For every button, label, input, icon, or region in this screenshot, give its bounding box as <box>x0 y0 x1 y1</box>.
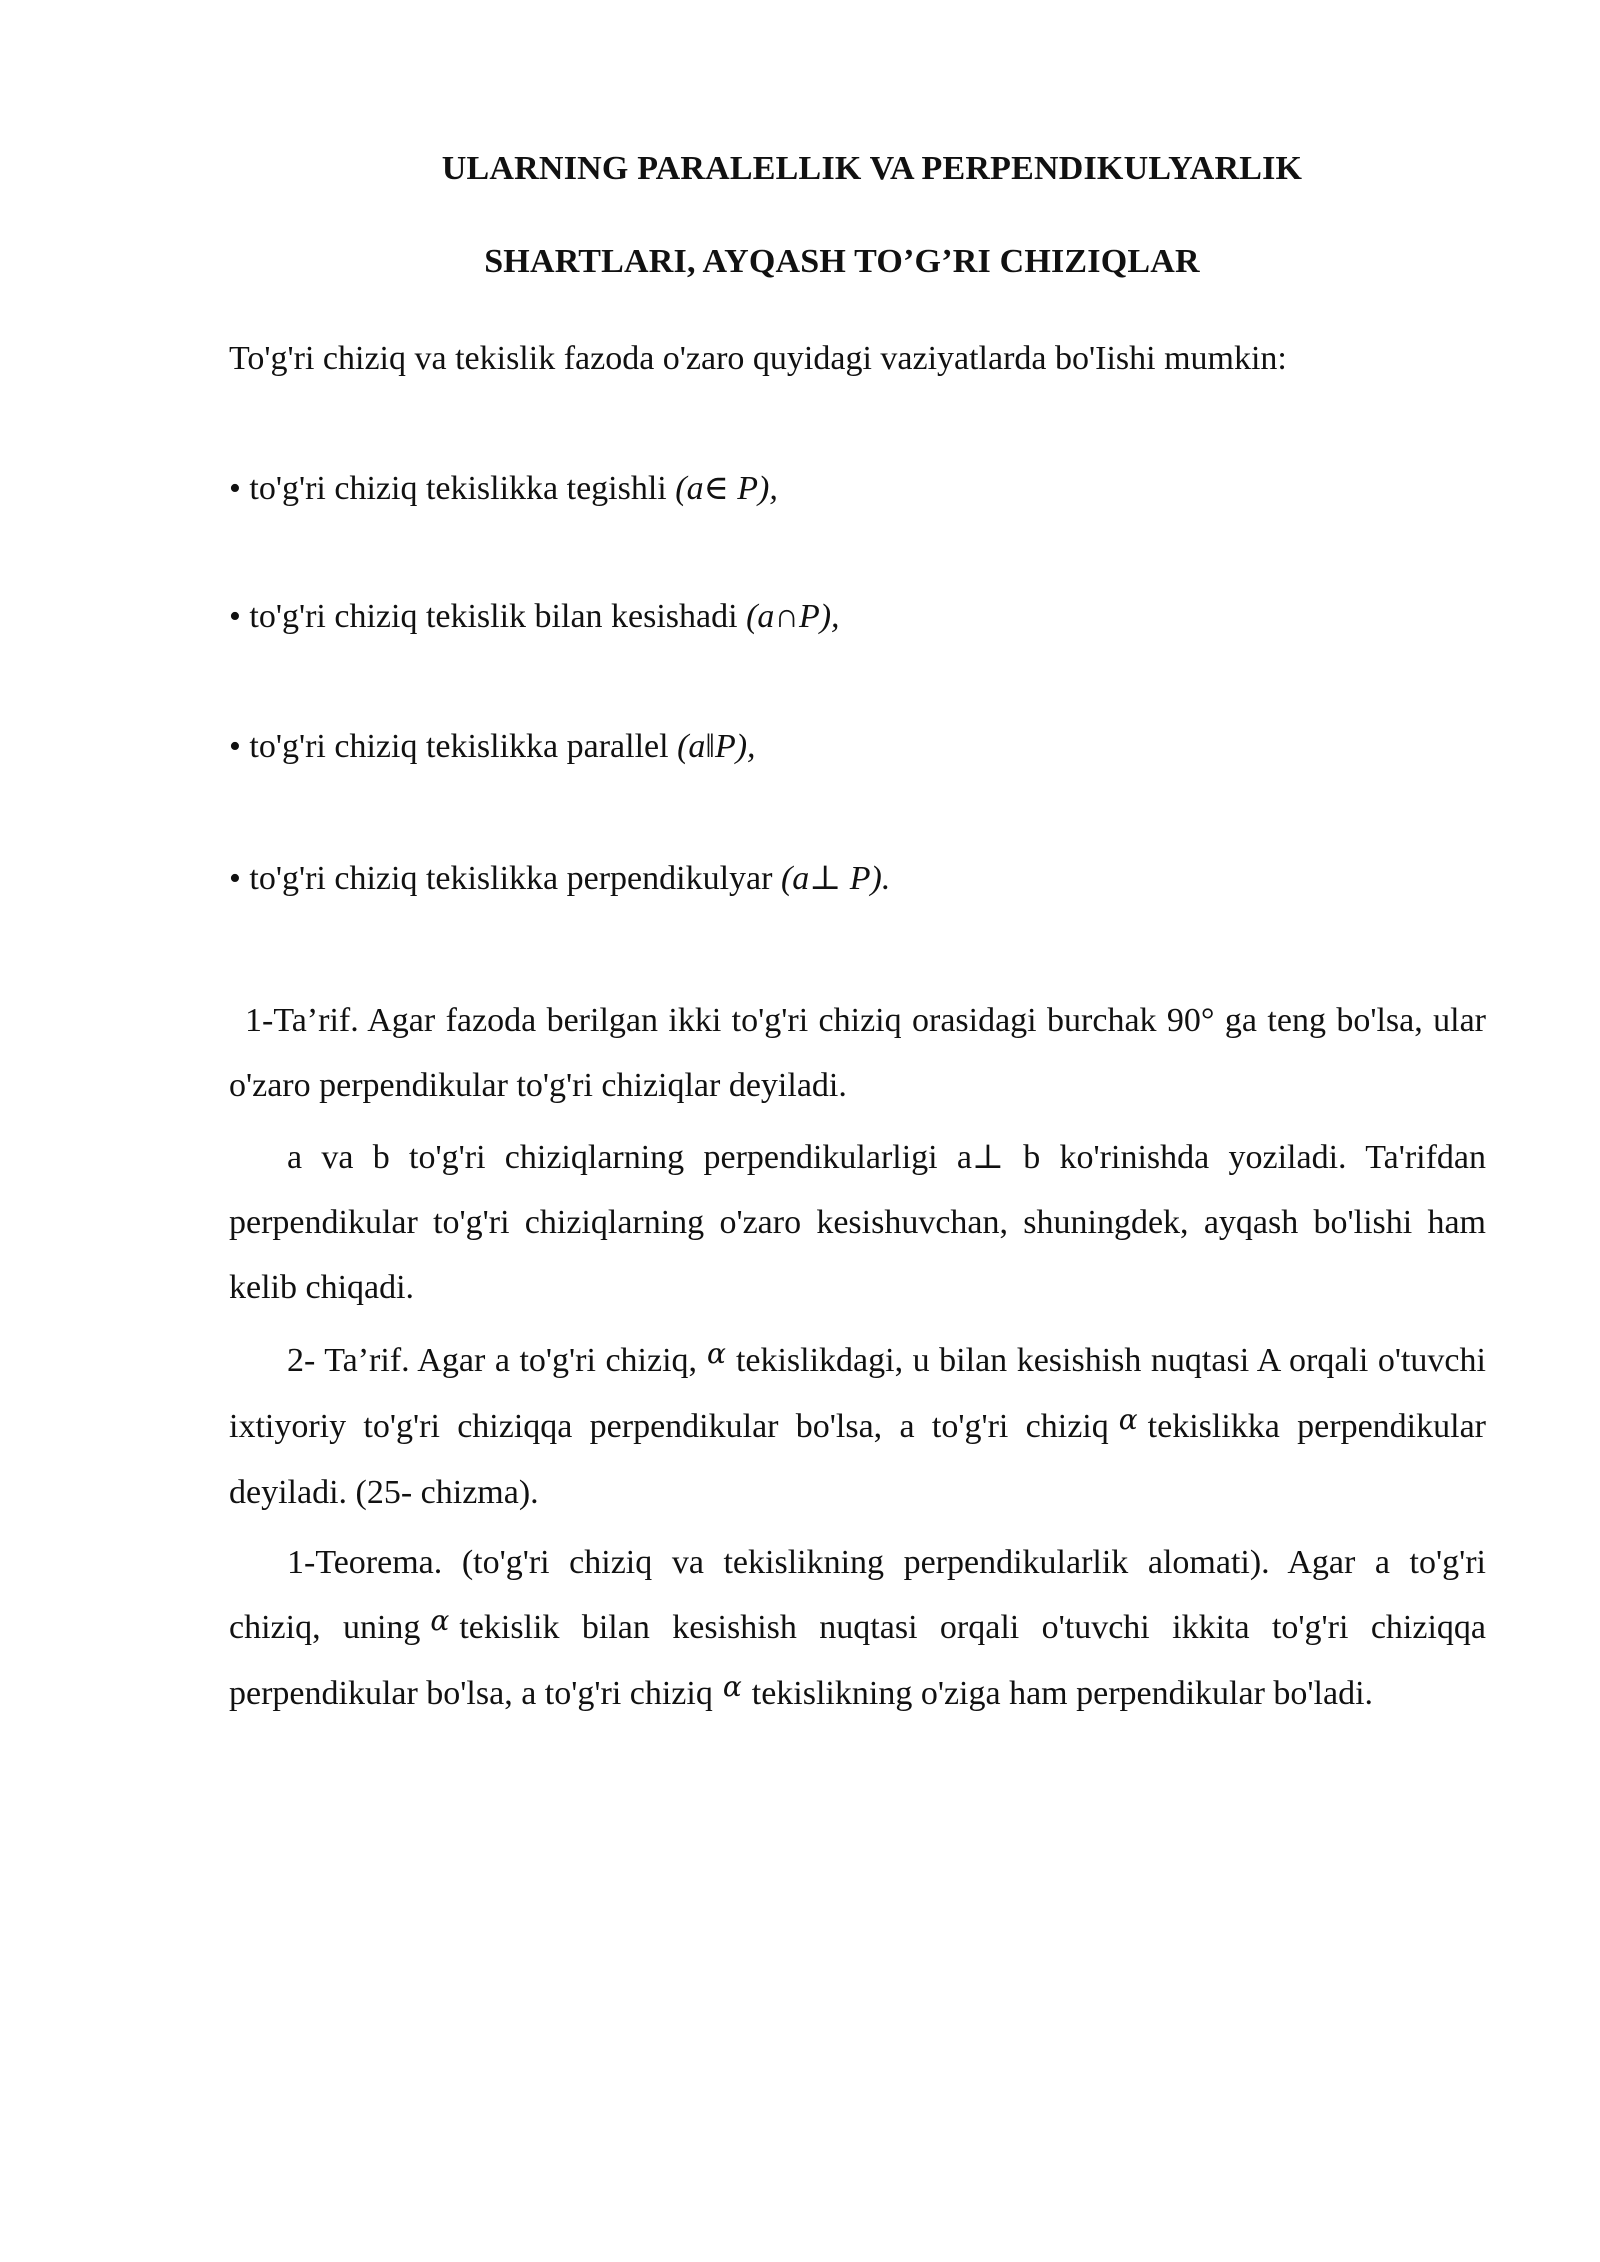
bullet-text: • to'g'ri chiziq tekislikka tegishli <box>229 470 676 507</box>
alpha-symbol: α <box>707 1337 726 1370</box>
theorem-1 <box>229 1530 1486 1727</box>
bullet-item <box>229 728 756 766</box>
intro-paragraph: To'g'ri chiziq va tekislik fazoda o'zaro quyidagi vaziyatlarda bo'Iishi mumkin: <box>229 340 1287 377</box>
bullet-math: (a‖P), <box>677 728 756 765</box>
notation-text: a va b to'g'ri chiziqlarning perpendikularligi a⊥ b ko'rinishda yoziladi. Ta'rifdan perpendikular to'g'ri chiziqlarning o'zaro kesishuvchan, shuningdek, ayqash bo'lishi ham kelib chiqadi. <box>229 1139 1486 1306</box>
alpha-symbol: α <box>1118 1403 1138 1436</box>
definition-2-part-3: tekislikka perpendikular deyiladi. (25- chizma). <box>229 1408 1486 1511</box>
perpendicular-notation-paragraph <box>229 1125 1486 1320</box>
bullet-math: (a⊥ P). <box>780 860 891 897</box>
alpha-symbol: α <box>430 1604 450 1637</box>
definition-1 <box>229 988 1486 1118</box>
bullet-math: (a∩P), <box>746 598 840 635</box>
alpha-symbol: α <box>722 1670 742 1703</box>
definition-2-part-2: tekislikdagi, u bilan kesishish nuqtasi A orqali o'tuvchi ixtiyoriy to'g'ri chiziqqa perpendikular bo'lsa, a to'g'ri chiziq <box>229 1342 1486 1445</box>
bullet-math: (a∈ P), <box>675 470 778 507</box>
theorem-1-part-3: tekislikning o'ziga ham perpendikular bo'ladi. <box>751 1675 1374 1712</box>
title-line-2: SHARTLARI, AYQASH TO’G’RI CHIZIQLAR <box>484 243 1200 280</box>
bullet-text: • to'g'ri chiziq tekislikka parallel <box>229 728 678 765</box>
definition-1-text: 1-Ta’rif. Agar fazoda berilgan ikki to'g'ri chiziq orasidagi burchak 90° ga teng bo'lsa, ular o'zaro perpendikular to'g'ri chiziqlar deyiladi. <box>229 1002 1486 1104</box>
bullet-text: • to'g'ri chiziq tekislik bilan kesishadi <box>229 598 747 635</box>
title-line-1: ULARNING PARALELLIK VA PERPENDIKULYARLIK <box>441 150 1303 187</box>
bullet-item <box>229 858 890 898</box>
bullet-item <box>229 598 840 636</box>
definition-2-part-1: 2- Ta’rif. Agar a to'g'ri chiziq, <box>287 1342 698 1379</box>
theorem-1-part-2: tekislik bilan kesishish nuqtasi orqali o'tuvchi ikkita to'g'ri chiziqqa perpendikular bo'lsa, a to'g'ri chiziq <box>229 1609 1486 1712</box>
bullet-text: • to'g'ri chiziq tekislikka perpendikulyar <box>229 860 781 897</box>
bullet-item <box>229 468 778 508</box>
theorem-1-part-1: 1-Teorema. (to'g'ri chiziq va tekislikning perpendikularlik alomati). Agar a to'g'ri chiziq, uning <box>229 1544 1486 1646</box>
definition-2 <box>229 1328 1486 1525</box>
